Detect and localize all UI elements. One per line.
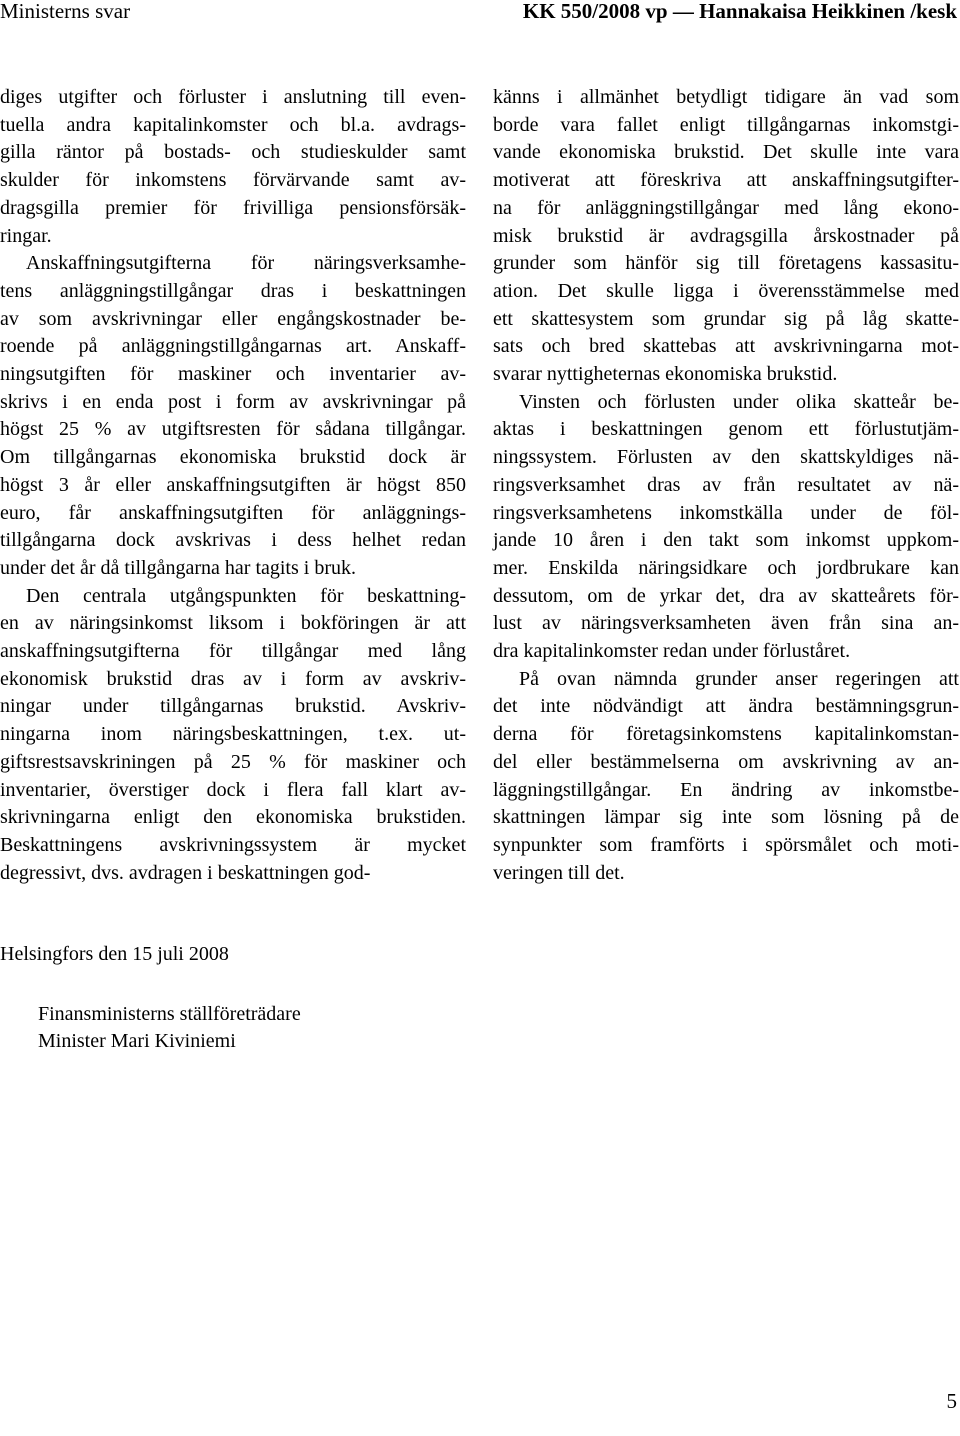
text-line: ningar under tillgångarnas brukstid. Avskriv- <box>0 695 466 718</box>
text-line: inventarier, överstiger dock i flera fall klart av- <box>0 778 466 801</box>
text-line: På ovan nämnda grunder anser regeringen att <box>519 667 959 690</box>
text-line: lust av näringsverksamheten även från sina an- <box>493 612 959 635</box>
paragraph <box>493 666 959 888</box>
text-line: det inte nödvändigt att ändra bestämningsgrun- <box>493 695 959 718</box>
text-line: misk brukstid är avdragsgilla årskostnader på <box>493 224 959 247</box>
text-line: känns i allmänhet betydligt tidigare än vad som <box>493 86 959 108</box>
text-line: högst 3 år eller anskaffningsutgiften är högst 850 <box>0 473 466 496</box>
text-line: ringsverksamhet dras av från resultatet av nä- <box>493 473 959 496</box>
signature-name: Minister Mari Kiviniemi <box>38 1030 236 1052</box>
text-line: ringsverksamhetens inkomstkälla under de föl- <box>493 501 959 524</box>
text-line: borde vara fallet enligt tillgångarnas inkomstgi- <box>493 113 959 136</box>
text-line: ningsutgiften för maskiner och inventarier av- <box>0 363 466 386</box>
text-line: ation. Det skulle ligga i överensstämmelse med <box>493 279 959 302</box>
text-line: giftsrestsavskriningen på 25 % för maskiner och <box>0 750 466 773</box>
text-line: dessutom, om de yrkar det, dra av skatteårets för- <box>493 584 959 607</box>
text-line: skrivs i en enda post i form av avskrivningar på <box>0 390 466 413</box>
left-column <box>0 84 466 887</box>
paragraph <box>0 583 466 888</box>
text-line: synpunkter som framförts i spörsmålet och moti- <box>493 833 959 856</box>
text-line: skrivningarna enligt den ekonomiska brukstiden. <box>0 806 466 829</box>
text-line: roende på anläggningstillgångarnas art. Anskaff- <box>0 335 466 358</box>
text-line: vande ekonomiska brukstid. Det skulle inte vara <box>493 141 959 164</box>
right-column <box>493 84 959 887</box>
text-line: tuella andra kapitalinkomster och bl.a. avdrags- <box>0 113 466 136</box>
text-line: ningssystem. Förlusten av den skattskyldiges nä- <box>493 446 959 469</box>
text-line: na för anläggningstillgångar med lång ekono- <box>493 196 959 219</box>
signature-block <box>38 1001 301 1055</box>
text-line: Beskattningens avskrivningssystem är mycket <box>0 833 466 856</box>
text-line: skattningen lämpar sig inte som lösning på de <box>493 806 959 829</box>
header-document-reference: KK 550/2008 vp — Hannakaisa Heikkinen /kesk <box>522 0 957 23</box>
text-line: degressivt, dvs. avdragen i beskattningen god- <box>0 861 371 884</box>
text-line: skulder för inkomstens förvärvande samt av- <box>0 169 466 192</box>
signature-place-date: Helsingfors den 15 juli 2008 <box>0 943 229 965</box>
text-line: diges utgifter och förluster i anslutning till even- <box>0 86 466 108</box>
header-section-title: Ministerns svar <box>0 0 131 23</box>
text-line: dragsgilla premier för frivilliga pensionsförsäk- <box>0 196 466 219</box>
text-line: aktas i beskattningen genom ett förlustutjäm- <box>493 418 959 441</box>
text-line: grunder som hänför sig till företagens kassasitu- <box>493 252 959 275</box>
text-line: ekonomisk brukstid dras av i form av avskriv- <box>0 667 466 690</box>
text-line: dra kapitalinkomster redan under förluståret. <box>493 640 851 663</box>
text-line: euro, får anskaffningsutgiften för anläggnings- <box>0 501 466 524</box>
text-line: av som avskrivningar eller engångskostnader be- <box>0 307 466 330</box>
paragraph <box>0 250 466 582</box>
text-line: derna för företagsinkomstens kapitalinkomstan- <box>493 723 959 746</box>
paragraph <box>493 389 959 666</box>
text-line: veringen till det. <box>493 861 625 884</box>
text-line: jande 10 åren i den takt som inkomst uppkom- <box>493 529 959 552</box>
paragraph <box>493 84 959 389</box>
text-line: ringar. <box>0 224 52 247</box>
text-line: mer. Enskilda näringsidkare och jordbrukare kan <box>493 556 959 579</box>
text-line: gilla räntor på bostads- och studieskulder samt <box>0 141 466 164</box>
paragraph <box>0 84 466 250</box>
text-line: ett skattesystem som grundar sig på låg skatte- <box>493 307 959 330</box>
text-line: svarar nyttigheternas ekonomiska brukstid. <box>493 363 838 386</box>
text-line: Den centrala utgångspunkten för beskattning- <box>26 584 466 607</box>
text-line: högst 25 % av utgiftsresten för sådana tillgångar. <box>0 418 466 441</box>
text-line: sats och bred skattebas att avskrivningarna mot- <box>493 335 959 358</box>
page-header <box>0 0 960 26</box>
text-line: läggningstillgångar. En ändring av inkomstbe- <box>493 778 959 801</box>
text-line: tillgångarna dock avskrivas i dess helhet redan <box>0 529 466 552</box>
text-line: en av näringsinkomst liksom i bokföringen är att <box>0 612 466 635</box>
text-line: motiverat att föreskriva att anskaffningsutgifter- <box>493 169 959 192</box>
text-line: Vinsten och förlusten under olika skatteår be- <box>519 390 959 413</box>
signature-title: Finansministerns ställföreträdare <box>38 1003 301 1025</box>
text-line: del eller bestämmelserna om avskrivning av an- <box>493 750 959 773</box>
text-line: Anskaffningsutgifterna för näringsverksamhe- <box>26 252 466 275</box>
text-line: ningarna inom näringsbeskattningen, t.ex. ut- <box>0 723 466 746</box>
text-line: under det år då tillgångarna har tagits i bruk. <box>0 556 356 579</box>
text-line: Om tillgångarnas ekonomiska brukstid dock är <box>0 446 466 469</box>
text-line: anskaffningsutgifterna för tillgångar med lång <box>0 640 466 663</box>
text-line: tens anläggningstillgångar dras i beskattningen <box>0 279 466 302</box>
page-number: 5 <box>946 1389 957 1413</box>
